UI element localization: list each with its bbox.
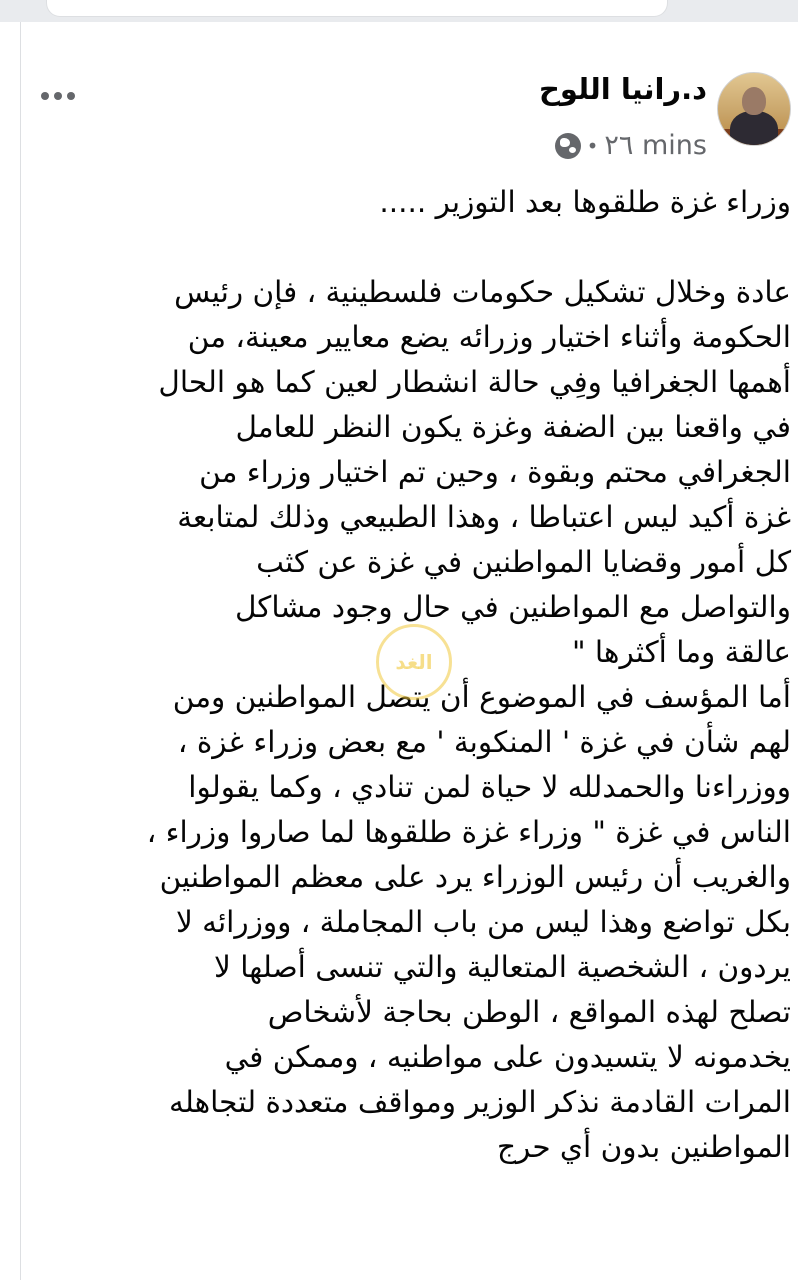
post-text-line: يخدمونه لا يتسيدون على مواطنيه ، وممكن في: [224, 1040, 791, 1074]
post-text-line: عادة وخلال تشكيل حكومات فلسطينية ، فإن رئيس: [174, 275, 791, 309]
post-text-line: المواطنين بدون أي حرج: [497, 1130, 791, 1164]
more-dot: [54, 92, 62, 100]
post-text-line: لهم شأن في غزة ' المنكوبة ' مع بعض وزراء غزة ،: [177, 725, 791, 759]
post-text-line: بكل تواضع وهذا ليس من باب المجاملة ، ووزرائه لا: [175, 905, 791, 939]
post-text-line: وزراء غزة طلقوها بعد التوزير .....: [379, 185, 791, 219]
post-text-line: الناس في غزة " وزراء غزة طلقوها لما صاروا وزراء ،: [146, 815, 791, 849]
avatar[interactable]: [717, 72, 791, 146]
avatar-head: [742, 87, 766, 115]
more-icon[interactable]: [41, 92, 75, 100]
top-strip: [0, 0, 798, 22]
post-text-line: والتواصل مع المواطنين في حال وجود مشاكل: [234, 590, 791, 624]
author-name[interactable]: د.رانيا اللوح: [539, 72, 707, 106]
post-text-line: ووزراءنا والحمدلله لا حياة لمن تنادي ، وكما يقولوا: [188, 770, 791, 804]
post-text-line: [31, 225, 791, 270]
post-text-line: تصلح لهذه المواقع ، الوطن بحاجة لأشخاص: [267, 995, 791, 1029]
post-text-line: يردون ، الشخصية المتعالية والتي تنسى أصلها لا: [214, 950, 791, 984]
post-text-line: أما المؤسف في الموضوع أن يتصل المواطنين ومن: [172, 680, 791, 714]
post-text-line: غزة أكيد ليس اعتباطا ، وهذا الطبيعي وذلك لمتابعة: [177, 500, 791, 534]
post-header: [21, 48, 798, 161]
post-text-line: كل أمور وقضايا المواطنين في غزة عن كثب: [256, 545, 791, 579]
previous-post-edge: [46, 0, 668, 17]
post-text-line: أهمها الجغرافيا وفِي حالة انشطار لعين كما هو الحال: [158, 365, 791, 399]
post-text-line: في واقعنا بين الضفة وغزة يكون النظر للعامل: [235, 410, 791, 444]
post-text-line: عالقة وما أكثرها ": [571, 635, 791, 669]
watermark-logo: الغد: [376, 624, 452, 700]
meta-separator: •: [586, 133, 599, 158]
globe-icon[interactable]: [555, 133, 581, 159]
post-text-line: المرات القادمة نذكر الوزير ومواقف متعددة لتجاهله: [169, 1085, 791, 1119]
post-text-line: الحكومة وأثناء اختيار وزرائه يضع معايير معينة، من: [187, 320, 791, 354]
post-meta: [555, 130, 707, 161]
post-text-line: الجغرافي محتم وبقوة ، وحين تم اختيار وزراء من: [199, 455, 791, 489]
post-card: [20, 22, 798, 1280]
more-dot: [67, 92, 75, 100]
post-time[interactable]: ٢٦ mins: [604, 130, 707, 161]
avatar-figure: [730, 111, 778, 146]
more-dot: [41, 92, 49, 100]
post-text-line: والغريب أن رئيس الوزراء يرد على معظم المواطنين: [159, 860, 791, 894]
